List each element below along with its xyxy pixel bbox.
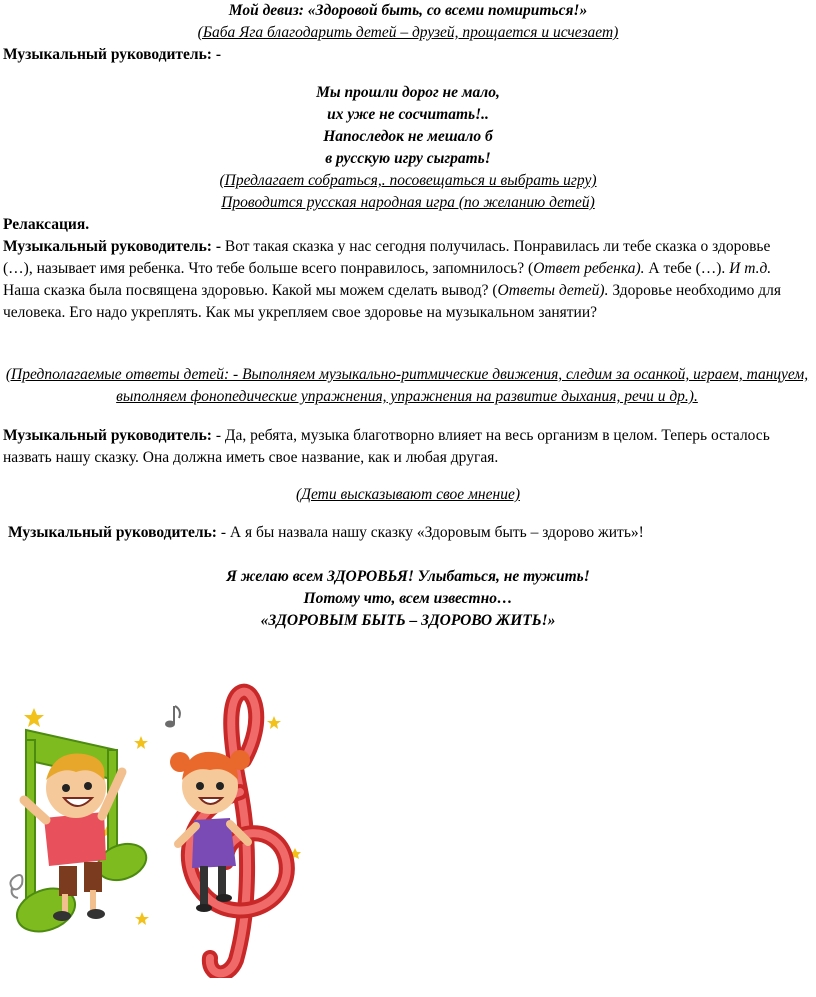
poem-note-1: (Предлагает собраться,. посовещаться и выбрать игру) [219, 172, 597, 189]
relax-heading: Релаксация. [3, 216, 90, 233]
relax-ital-2: И т.д. [729, 260, 772, 277]
poem-line: Напоследок не мешало б [323, 128, 493, 145]
section2-paragraph [0, 425, 807, 469]
speaker-label-4: Музыкальный руководитель: [8, 524, 217, 541]
speaker-label-3: Музыкальный руководитель: [3, 427, 212, 444]
motto-line: Мой девиз: «Здоровой быть, со всеми помириться!» [228, 2, 588, 19]
relax-text-4: Здоровье необходимо для человека. Его надо укреплять. Как мы укрепляем свое здоровье на музыкальном занятии? [3, 282, 782, 321]
opinion-note: (Дети высказывают свое мнение) [295, 486, 520, 503]
music-kids-illustration [4, 680, 302, 978]
poem-line: их уже не сосчитать!.. [327, 106, 489, 123]
relax-text-2: А тебе (…). [644, 260, 730, 277]
finale [0, 566, 816, 632]
section3-text: - А я бы назвала нашу сказку «Здоровым быть – здорово жить»! [216, 524, 644, 541]
poem-line: Мы прошли дорог не мало, [316, 84, 500, 101]
poem-line: в русскую игру сыграть! [325, 150, 491, 167]
speaker-label-2: Музыкальный руководитель: - [3, 238, 221, 255]
relax-ital-3: Ответы детей). [497, 282, 609, 299]
finale-line: «ЗДОРОВЫМ БЫТЬ – ЗДОРОВО ЖИТЬ!» [260, 612, 556, 629]
relax-ital-1: Ответ ребенка). [533, 260, 645, 277]
answers-note: (Предполагаемые ответы детей: - Выполняем музыкально-ритмические движения, следим за осанкой, играем, танцуем, выполняем фонопедические упражнения, упражнения на развитие дыхания, речи и др.). [5, 366, 809, 405]
relax-paragraph [0, 236, 807, 324]
finale-line: Потому что, всем известно… [303, 590, 513, 607]
speaker-label-1: Музыкальный руководитель: - [3, 46, 221, 63]
relax-text-1: Вот такая сказка у нас сегодня получилась. Понравилась ли тебе сказка о здоровье (…), называет имя ребенка. Что тебе больше всего понравилось, запомнилось? ( [3, 238, 771, 277]
motto-note: (Баба Яга благодарить детей – друзей, прощается и исчезает) [197, 24, 619, 41]
section3-paragraph [0, 522, 816, 544]
finale-line: Я желаю всем ЗДОРОВЬЯ! Улыбаться, не тужить! [226, 568, 590, 585]
section2-text: - Да, ребята, музыка благотворно влияет на весь организм в целом. Теперь осталось назвать нашу сказку. Она должна иметь свое название, как и любая другая. [3, 427, 770, 466]
relax-text-3: Наша сказка была посвящена здоровью. Какой мы можем сделать вывод? ( [3, 282, 498, 299]
poem [0, 82, 816, 170]
poem-note-2: Проводится русская народная игра (по желанию детей) [221, 194, 595, 211]
